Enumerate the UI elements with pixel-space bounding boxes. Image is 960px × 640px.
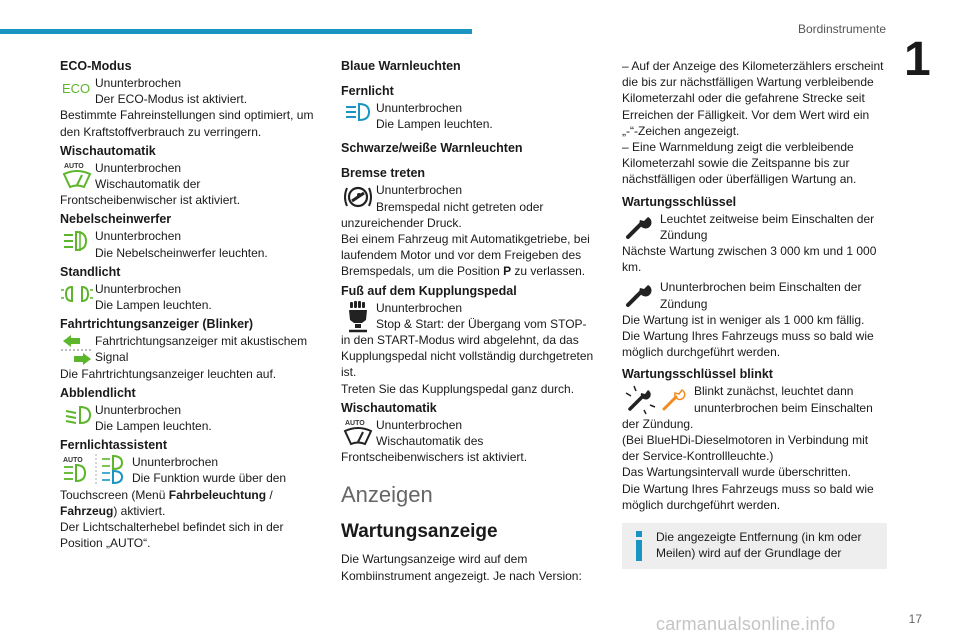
key-entry [622,211,887,243]
side-heading: Standlicht [60,264,121,279]
high-beam-assist-icon [60,454,132,484]
low-entry [60,402,322,434]
wiper2-desc: Wischautomatik des [376,434,484,449]
brake-extra2: Bei einem Fahrzeug mit Automatikgetriebe, bei laufendem Motor und vor dem Freigeben des Bremspedals, um die Position P zu verlassen. [341,232,590,279]
assist-extra2: Der Lichtschalterhebel befindet sich in der Position „AUTO“. [60,520,284,551]
key-blink-extra2: (Bei BlueHDi-Dieselmotoren in Verbindung mit der Service-Kontrollleuchte.) [622,433,869,464]
key2-extra2: Die Wartung Ihres Fahrzeugs muss so bald wie möglich durchgeführt werden. [622,329,874,360]
wrench-icon [622,211,656,241]
chapter-number: 1 [904,33,931,86]
turn-signal-arrows-icon [60,333,94,367]
clutch-desc: Stop & Start: der Übergang vom STOP- [376,316,587,331]
key-heading: Wartungsschlüssel [622,194,737,209]
wiper2-entry [341,417,599,449]
assist-entry [60,454,322,486]
blue-lights-heading: Blaue Warnleuchten [341,59,461,73]
fog-heading: Nebelscheinwerfer [60,212,172,227]
low-desc: Die Lampen leuchten. [95,419,212,434]
low-state: Ununterbrochen [95,402,182,417]
eco-extra: Bestimmte Fahreinstellungen sind optimiert, um den Kraftstoffverbrauch zu verringern. [60,108,314,139]
key-blink-extra4: Die Wartung Ihres Fahrzeugs muss so bald wie möglich durchgeführt werden. [622,481,874,512]
high-desc: Die Lampen leuchten. [376,117,493,132]
column-1 [60,58,322,551]
high-entry [341,100,599,132]
wiper2-extra: Frontscheibenwischers ist aktiviert. [341,450,528,465]
key2-extra1: Die Wartung ist in weniger als 1 000 km fällig. [622,312,865,327]
info-note [622,523,887,569]
eco-heading: ECO-Modus [60,59,132,73]
svg-text:AUTO: AUTO [63,457,83,465]
service-intro: Die Wartungsanzeige wird auf dem Kombiinstrument angezeigt. Je nach Version: [341,552,582,583]
high-beam-icon [341,100,375,126]
key-extra: Nächste Wartung zwischen 3 000 km und 1 000 km. [622,244,877,275]
key-blink-heading: Wartungsschlüssel blinkt [622,367,773,382]
wiper2-state: Ununterbrochen [376,417,463,432]
clutch-foot-icon [341,300,375,334]
brake-extra1: unzureichender Druck. [341,215,462,230]
clutch-extra2: Treten Sie das Kupplungspedal ganz durch. [341,381,575,396]
turn-entry [60,333,322,365]
subsection-title: Wartungsanzeige [341,521,498,543]
assist-desc: Die Funktion wurde über den [132,471,287,486]
header-title: Bordinstrumente [797,22,886,36]
turn-heading: Fahrtrichtungsanzeiger (Blinker) [60,317,254,332]
brake-entry [341,182,599,214]
brake-desc: Bremspedal nicht getreten oder [376,199,544,214]
brake-heading: Bremse treten [341,166,426,181]
sidelight-icon [60,281,94,307]
brake-state: Ununterbrochen [376,183,463,198]
key-blink-extra1: der Zündung. [622,416,694,431]
wiper-state: Ununterbrochen [95,160,182,175]
eco-entry [60,75,322,107]
low-beam-icon [60,402,94,428]
key-blink-extra3: Das Wartungsintervall wurde überschritten. [622,465,851,480]
side-state: Ununterbrochen [95,281,182,296]
wrench-blink-icon [622,383,694,415]
eco-icon [60,75,94,99]
assist-extra: Touchscreen (Menü Fahrbeleuchtung / Fahrzeug) aktiviert. [60,487,273,518]
clutch-entry [341,300,599,332]
high-state: Ununterbrochen [376,101,463,115]
service-bullet-2: – Eine Warnmeldung zeigt die verbleibende Kilometerzahl sowie die Zeitspanne bis zur nächstfälligen oder überfälligen Wartung an. [622,140,857,187]
svg-text:AUTO: AUTO [64,162,84,170]
watermark: carmanualsonline.info [656,614,836,634]
fog-state: Ununterbrochen [95,229,182,244]
svg-text:ECO: ECO [62,81,91,96]
assist-heading: Fernlichtassistent [60,438,167,453]
wiper2-heading: Wischautomatik [341,400,437,415]
key2-entry [622,279,887,311]
wiper-extra: Frontscheibenwischer ist aktiviert. [60,193,241,208]
wrench-icon [622,279,656,309]
side-desc: Die Lampen leuchten. [95,298,212,313]
turn-extra: Die Fahrtrichtungsanzeiger leuchten auf. [60,366,277,381]
header-accent-bar [0,29,472,34]
info-icon [634,531,644,561]
column-2 [341,58,599,584]
side-entry [60,281,322,313]
turn-desc: Fahrtrichtungsanzeiger mit akustischem Signal [95,334,308,365]
clutch-extra1: in den START-Modus wird abgelehnt, da das Kupplungspedal nicht vollständig durchgetreten ist. [341,333,594,380]
auto-wiper-bw-icon [341,417,375,447]
svg-text:AUTO: AUTO [345,419,365,427]
key-blink-desc: Blinkt zunächst, leuchtet dann ununterbrochen beim Einschalten [694,384,873,415]
page-number: 17 [908,612,922,626]
eco-desc: Der ECO-Modus ist aktiviert. [95,92,248,107]
clutch-state: Ununterbrochen [376,300,463,315]
clutch-heading: Fuß auf dem Kupplungspedal [341,283,517,298]
fog-light-icon [60,228,94,254]
low-heading: Abblendlicht [60,385,136,400]
wiper-desc: Wischautomatik der [95,177,201,192]
fog-entry [60,228,322,260]
fog-desc: Die Nebelscheinwerfer leuchten. [95,245,268,260]
column-3 [622,58,887,569]
key2-desc: Ununterbrochen beim Einschalten der Zündung [660,280,862,311]
key-desc: Leuchtet zeitweise beim Einschalten der Zündung [660,211,875,242]
info-note-text: Die angezeigte Entfernung (in km oder Meilen) wird auf der Grundlage der [656,530,862,561]
bw-lights-heading: Schwarze/weiße Warnleuchten [341,141,523,156]
high-heading: Fernlicht [341,84,394,98]
wiper-entry [60,160,322,192]
wiper-heading: Wischautomatik [60,143,156,158]
section-title: Anzeigen [341,482,433,508]
auto-wiper-icon [60,160,94,190]
eco-state: Ununterbrochen [95,76,182,90]
key-blink-entry [622,383,887,415]
service-bullet-1: – Auf der Anzeige des Kilometerzählers erscheint die bis zur nächstfälligen Wartung verbleibende Kilometerzahl oder die gefahrene Strecke seit Erreichen der Fälligkeit. Vor dem Wert wird ein „-“-Zeichen angezeigt. [622,59,884,138]
brake-pedal-icon [341,182,375,212]
assist-state: Ununterbrochen [132,455,219,470]
